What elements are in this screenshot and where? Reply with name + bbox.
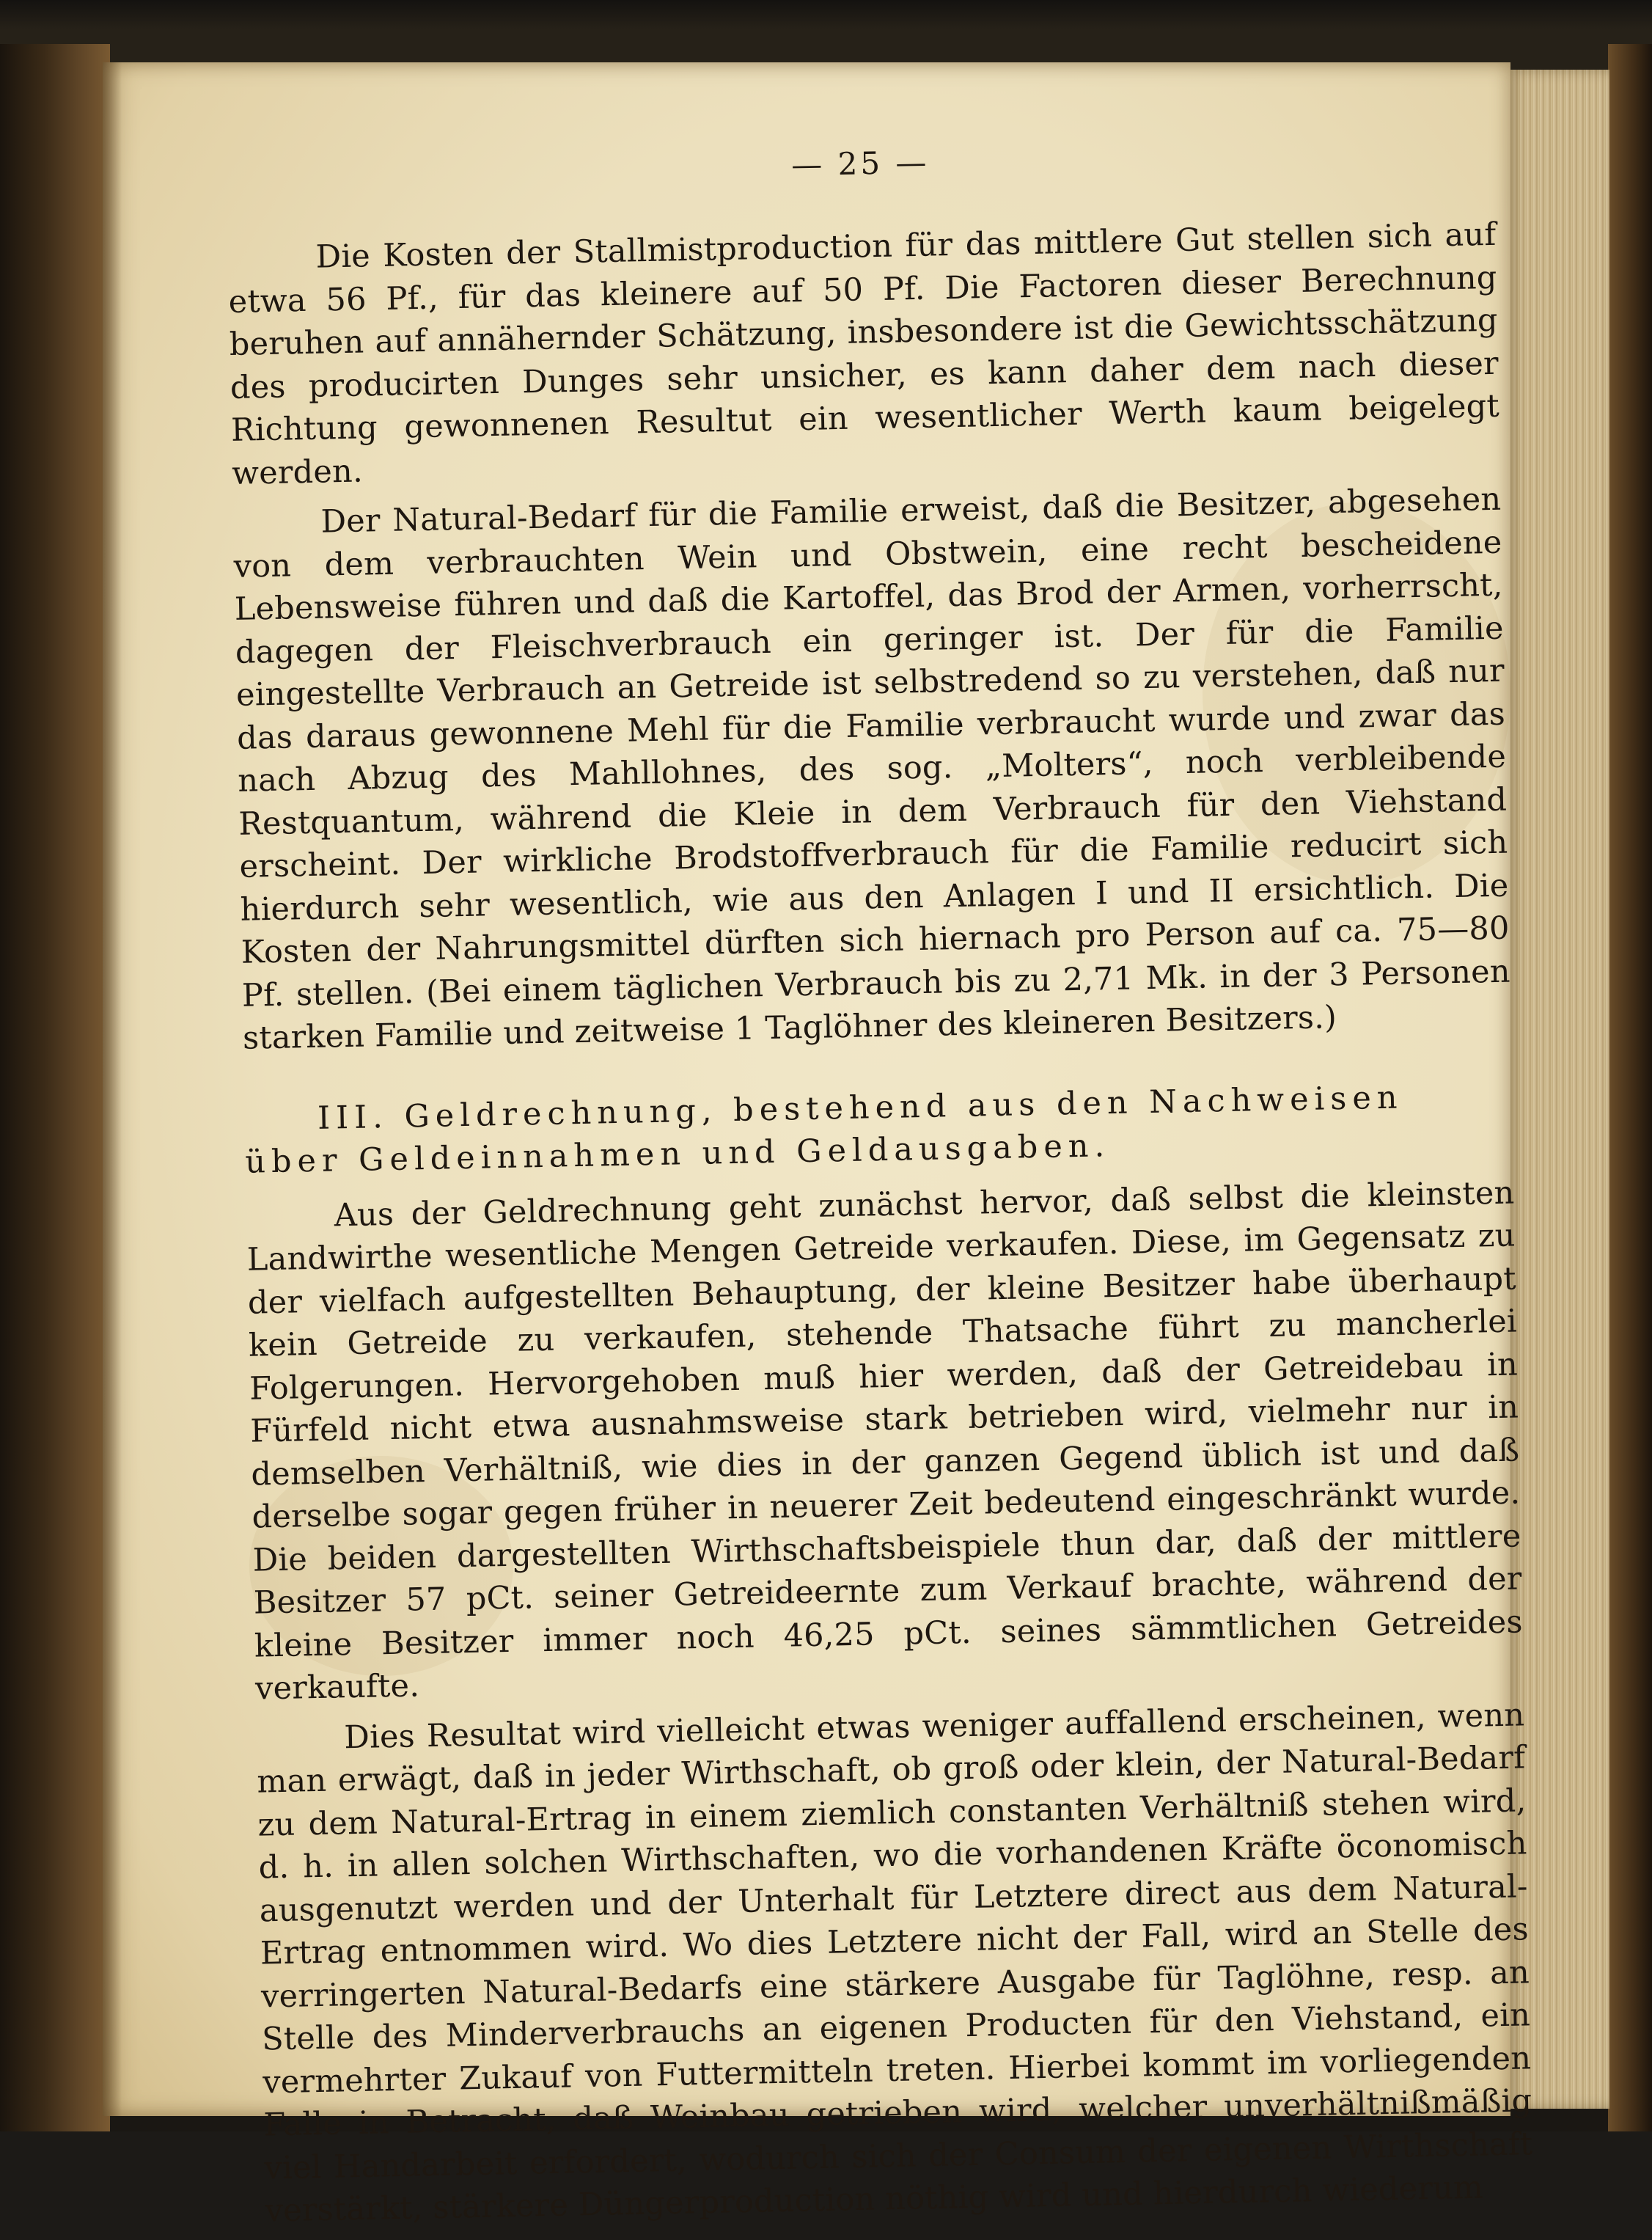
book-cover-right xyxy=(1608,44,1652,2131)
paragraph: Dies Resultat wird vielleicht etwas weniger auffallend erscheinen, wenn man erwägt, daß in jeder Wirthschaft, ob groß oder klein, der Natural-Bedarf zu dem Natural-Ertrag in einem ziemlich constanten Verhältniß stehen wird, d. h. in allen solchen Wirthschaften, wo die vorhandenen Kräfte öconomisch ausgenutzt werden und der Unterhalt für Letztere direct aus dem Natural-Ertrag entnommen wird. Wo dies Letztere nicht der Fall, wird an Stelle des verringerten Natural-Bedarfs eine stärkere Ausgabe für Taglöhne, resp. an Stelle des Minderverbrauchs an eigenen Producten für den Viehstand, ein vermehrter Zukauf von Futtermitteln treten. Hierbei kommt im vorliegenden Falle in Betracht, daß Weinbau getrieben wird, welcher unverhältnißmäßig viel Handarbeit erfordert, wodurch sich der Consum der eigenen Wirthschaft verstärkt, stärkere Düngerproduction nöthig wird und hierdurch wiederum xyxy=(257,1696,1533,2230)
paragraph: Die Kosten der Stallmistproduction für das mittlere Gut stellen sich auf etwa 56 Pf., für das kleinere auf 50 Pf. Die Factoren dieser Berechnung beruhen auf annähernder Schätzung, insbesondere ist die Gewichtsschätzung des producirten Dunges sehr unsicher, es kann daher dem nach dieser Richtung gewonnenen Resultut ein wesentlicher Werth kaum beigelegt werden. xyxy=(228,216,1500,492)
page-text-block xyxy=(226,133,1534,2240)
section-heading: III. Geldrechnung, bestehend aus den Nachweisen über Geldeinnahmen und Geldausgaben. xyxy=(244,1078,1403,1181)
paragraph: Der Natural-Bedarf für die Familie erweist, daß die Besitzer, abgesehen von dem verbrauchten Wein und Obstwein, eine recht bescheidene Lebensweise führen und daß die Kartoffel, das Brod der Armen, vorherrscht, dagegen der Fleischverbrauch ein geringer ist. Der für die Familie eingestellte Verbrauch an Getreide ist selbstredend so zu verstehen, daß nur das daraus gewonnene Mehl für die Familie verbraucht wurde und zwar das nach Abzug des Mahllohnes, des sog. „Molters“, noch verbleibende Restquantum, während die Kleie in dem Verbrauch für den Viehstand erscheint. Der wirkliche Brodstoffverbrauch für die Familie reducirt sich hierdurch sehr wesentlich, wie aus den Anlagen I und II ersichtlich. Die Kosten der Nahrungsmittel dürften sich hiernach pro Person auf ca. 75—80 Pf. stellen. (Bei einem täglichen Verbrauch bis zu 2,71 Mk. in der 3 Personen starken Familie und zeitweise 1 Taglöhner des kleineren Besitzers.) xyxy=(233,480,1511,1057)
book-page xyxy=(103,62,1533,2230)
page-gutter-shadow xyxy=(103,62,122,2116)
page-number: — 25 — xyxy=(790,144,930,183)
paragraph: Aus der Geldrechnung geht zunächst hervor, daß selbst die kleinsten Landwirthe wesentliche Mengen Getreide verkaufen. Diese, im Gegensatz zu der vielfach aufgestellten Behauptung, der kleine Besitzer habe überhaupt kein Getreide zu verkaufen, stehende Thatsache führt zu mancherlei Folgerungen. Hervorgehoben muß hier werden, daß der Getreidebau in Fürfeld nicht etwa ausnahmsweise stark betrieben wird, vielmehr nur in demselben Verhältniß, wie dies in der ganzen Gegend üblich ist und daß derselbe sogar gegen früher in neuerer Zeit bedeutend eingeschränkt wurde. Die beiden dargestellten Wirthschaftsbeispiele thun dar, daß der mittlere Besitzer 57 pCt. seiner Getreideernte zum Verkauf brachte, während der kleine Besitzer immer noch 46,25 pCt. seines sämmtlichen Getreides verkaufte. xyxy=(246,1174,1524,1708)
book-cover-left xyxy=(0,44,110,2131)
